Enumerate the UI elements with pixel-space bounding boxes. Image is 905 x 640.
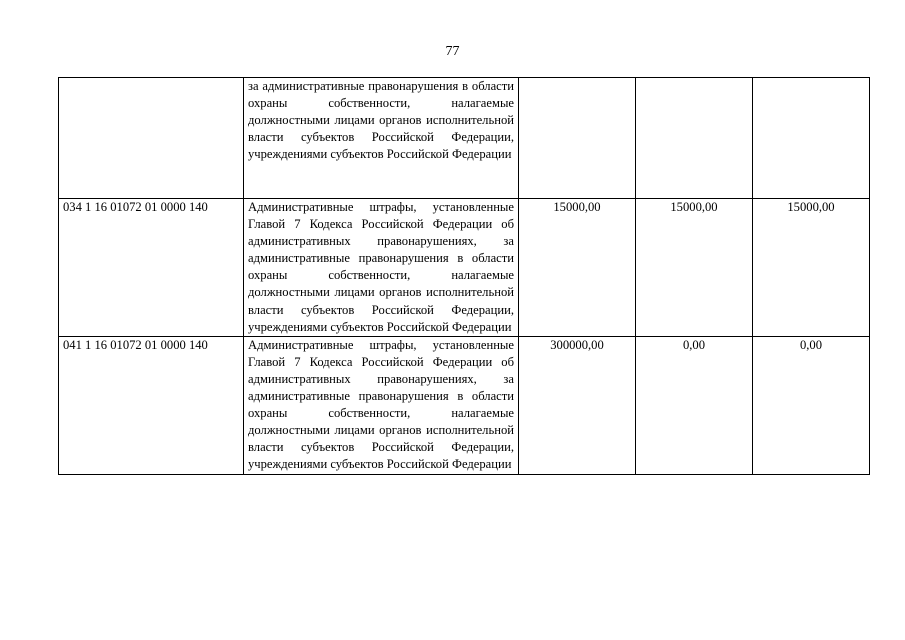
table-row [59,336,870,474]
amount-cell-1 [519,78,636,199]
page-number: 77 [445,44,460,59]
amount-cell-3: 15000,00 [753,199,870,337]
amount-cell-3: 0,00 [753,336,870,474]
revenue-code-cell: 041 1 16 01072 01 0000 140 [59,336,244,474]
revenue-name-cell: Административные штрафы, установленные Главой 7 Кодекса Российской Федерации об административных правонарушениях, за административные правонарушения в области охраны собственности, налагаемые должностными лицами органов исполнительной власти субъектов Российской Федерации, учреждениями субъектов Российской Федерации [244,336,519,474]
amount-cell-1: 300000,00 [519,336,636,474]
amount-cell-2: 0,00 [636,336,753,474]
budget-revenue-table [58,77,870,475]
amount-cell-2: 15000,00 [636,199,753,337]
revenue-name-cell: за административные правонарушения в области охраны собственности, налагаемые должностными лицами органов исполнительной власти субъектов Российской Федерации, учреждениями субъектов Российской Федерации [244,78,519,199]
table-row [59,199,870,337]
revenue-code-cell [59,78,244,199]
amount-cell-3 [753,78,870,199]
revenue-code-cell: 034 1 16 01072 01 0000 140 [59,199,244,337]
table-row [59,78,870,199]
revenue-name-cell: Административные штрафы, установленные Главой 7 Кодекса Российской Федерации об административных правонарушениях, за административные правонарушения в области охраны собственности, налагаемые должностными лицами органов исполнительной власти субъектов Российской Федерации, учреждениями субъектов Российской Федерации [244,199,519,337]
amount-cell-2 [636,78,753,199]
amount-cell-1: 15000,00 [519,199,636,337]
